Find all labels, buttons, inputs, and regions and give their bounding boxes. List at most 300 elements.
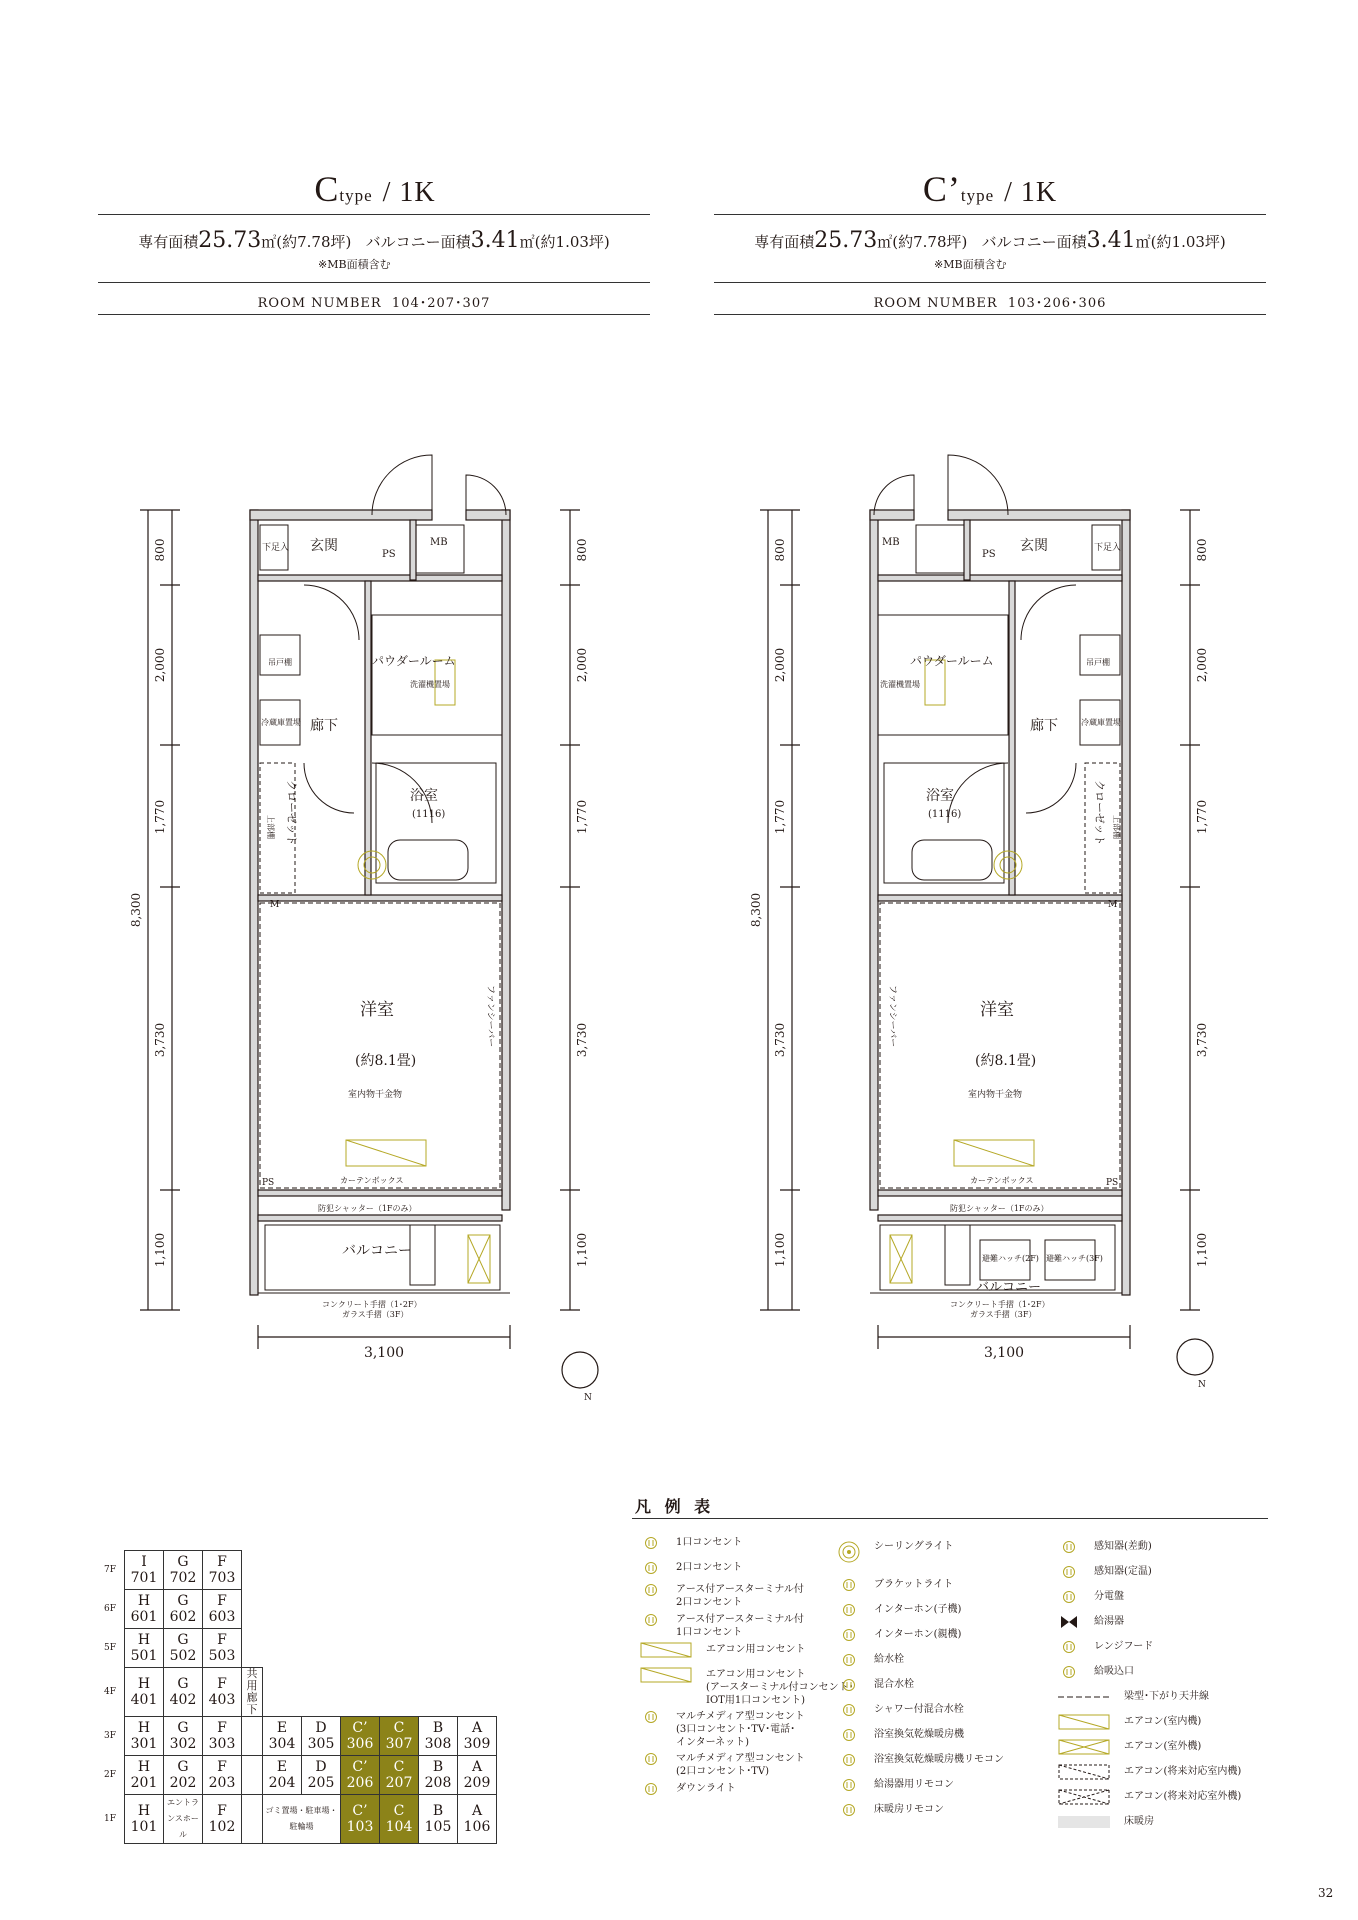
label-powder: パウダールーム	[372, 654, 456, 668]
legend-label: アース付アースターミナル付 1口コンセント	[676, 1614, 804, 1638]
unit-cell	[203, 1629, 242, 1668]
label-bath-size: (1116)	[928, 809, 962, 820]
label-m: M	[270, 900, 280, 910]
unit-type: F	[217, 1676, 227, 1692]
legend-label: 給吸込口	[1094, 1666, 1134, 1677]
earth-outlet-2-icon	[640, 1583, 662, 1597]
label-m: M	[1108, 900, 1118, 910]
unit-type: A	[471, 1720, 483, 1736]
dim-width: 3,100	[363, 1345, 405, 1361]
floor-label: 1F	[104, 1814, 116, 1824]
unit-type: F	[217, 1803, 227, 1819]
corridor-gap	[242, 1551, 263, 1590]
legend-item	[1058, 1565, 1152, 1579]
unit-cell	[125, 1668, 164, 1717]
dim-1770-r: 1,770	[1195, 799, 1209, 835]
unit-number: 306	[346, 1736, 374, 1752]
unit-number: 502	[169, 1648, 197, 1664]
unit-number: 202	[169, 1775, 197, 1791]
label-ps-bottom: PS	[1106, 1178, 1119, 1188]
legend-title: 凡 例 表	[635, 1497, 715, 1516]
multimedia-3-icon	[640, 1710, 662, 1724]
legend-item	[640, 1710, 805, 1749]
label-room: 洋室	[980, 1000, 1014, 1020]
label-upper-shelf: 上部棚	[266, 815, 275, 839]
label-genkan: 玄関	[1020, 538, 1048, 554]
unit-type: G	[177, 1632, 189, 1648]
label-north: N	[584, 1393, 592, 1403]
label-corridor: 廊下	[1030, 718, 1058, 734]
unit-number: 601	[130, 1609, 158, 1625]
legend-label: ブラケットライト	[874, 1579, 954, 1590]
legend-item	[838, 1778, 954, 1792]
plan-c-room-numbers: ROOM NUMBER 104･207･307	[257, 296, 491, 311]
legend-item	[1058, 1640, 1153, 1654]
floor-label: 3F	[104, 1731, 116, 1741]
unit-type: B	[432, 1803, 444, 1819]
floor-label: 4F	[104, 1687, 116, 1697]
unit-number: 309	[463, 1736, 491, 1752]
label-shoes: 下足入	[1094, 543, 1122, 553]
label-bath-size: (1116)	[412, 809, 446, 820]
label-hatch-3f: 避難ハッチ(3F)	[1046, 1254, 1103, 1263]
unit-type: C	[393, 1759, 405, 1775]
label-balcony: バルコニー	[342, 1243, 412, 1259]
dim-1770: 1,770	[153, 799, 167, 835]
legend-label: 床暖房リモコン	[874, 1804, 944, 1815]
label-rail2: ガラス手摺（3F）	[342, 1310, 409, 1319]
legend-label: 感知器(定温)	[1094, 1566, 1152, 1577]
floor-heating-icon	[1058, 1815, 1110, 1829]
plan-c-area-line: 専有面積25.73㎡(約7.78坪) バルコニー面積3.41㎡(約1.03坪)	[138, 228, 610, 253]
unit-number: 207	[385, 1775, 413, 1791]
label-room-size: (約8.1畳)	[355, 1053, 417, 1069]
unit-type: C’	[352, 1803, 368, 1819]
unit-cell	[125, 1795, 164, 1844]
label-shutter: 防犯シャッター（1Fのみ）	[318, 1204, 417, 1213]
label-fridge: 冷蔵庫置場	[1081, 718, 1121, 727]
label-ps: PS	[382, 549, 396, 560]
unit-type: G	[177, 1676, 189, 1692]
unit-cell	[263, 1756, 302, 1795]
beam-line-icon	[1058, 1690, 1110, 1704]
unit-type: G	[177, 1593, 189, 1609]
legend-label: エアコン用コンセント (アースターミナル付コンセント･ IOT用1口コンセント)	[706, 1669, 854, 1706]
distribution-board-icon	[1058, 1590, 1080, 1604]
dim-1770-r: 1,770	[575, 799, 589, 835]
unit-type: C	[393, 1720, 405, 1736]
aircon-indoor-icon	[1058, 1715, 1110, 1729]
label-rail1: コンクリート手摺（1･2F）	[322, 1300, 422, 1309]
ceiling-light-icon	[838, 1540, 860, 1564]
label-upper-shelf: 上部棚	[1112, 815, 1121, 839]
dim-1100: 1,100	[153, 1232, 167, 1268]
unit-cell	[125, 1590, 164, 1629]
unit-cell	[419, 1717, 458, 1756]
dim-3730-r: 3,730	[1195, 1022, 1209, 1058]
unit-type: H	[137, 1593, 151, 1609]
dim-1100-r: 1,100	[575, 1232, 589, 1268]
plan-cprime-area-line: 専有面積25.73㎡(約7.78坪) バルコニー面積3.41㎡(約1.03坪)	[754, 228, 1226, 253]
unit-cell	[458, 1717, 497, 1756]
unit-cell	[380, 1795, 419, 1844]
unit-cell	[203, 1668, 242, 1717]
label-washer: 洗濯機置場	[410, 680, 450, 689]
unit-cell	[203, 1795, 242, 1844]
shower-tap-icon	[838, 1703, 860, 1717]
water-heater-icon	[1058, 1615, 1080, 1629]
legend-item	[838, 1728, 964, 1742]
floor-label: 6F	[104, 1604, 116, 1614]
legend-label: 床暖房	[1124, 1816, 1154, 1827]
dim-1100-r: 1,100	[1195, 1232, 1209, 1268]
legend-label: シャワー付混合水栓	[874, 1704, 964, 1715]
legend-item	[1058, 1540, 1152, 1554]
aircon-outlet-icon	[640, 1643, 692, 1657]
unit-number: 402	[169, 1692, 197, 1708]
dim-1100: 1,100	[773, 1232, 787, 1268]
legend-label: シーリングライト	[874, 1541, 954, 1552]
legend-label: 浴室換気乾燥暖房機	[874, 1729, 964, 1740]
label-corridor: 廊下	[310, 718, 338, 734]
label-closet: クローゼット	[285, 780, 298, 846]
label-ps-bottom: PS	[262, 1178, 275, 1188]
label-curtain-box: カーテンボックス	[340, 1176, 404, 1185]
plan-cprime-mb-note: ※MB面積含む	[934, 258, 1007, 271]
plan-c-title: Ctype / 1K	[314, 169, 436, 209]
label-hatch-2f: 避難ハッチ(2F)	[982, 1254, 1039, 1263]
label-north: N	[1198, 1380, 1206, 1390]
label-mb: MB	[882, 537, 900, 548]
unit-cell	[302, 1756, 341, 1795]
unit-type: C’	[352, 1759, 368, 1775]
unit-number: 401	[130, 1692, 158, 1708]
unit-cell	[125, 1551, 164, 1590]
label-closet: クローゼット	[1093, 780, 1106, 846]
unit-cell	[458, 1756, 497, 1795]
unit-number: 305	[307, 1736, 335, 1752]
unit-type: D	[315, 1720, 327, 1736]
unit-cell	[380, 1717, 419, 1756]
legend-item	[640, 1643, 806, 1657]
label-mb: MB	[430, 537, 448, 548]
legend-label: マルチメディア型コンセント (3口コンセント･TV･電話･ インターネット)	[676, 1711, 805, 1748]
legend-item	[1058, 1790, 1241, 1804]
unit-cell	[203, 1590, 242, 1629]
label-drying: 室内物干金物	[968, 1090, 1023, 1100]
unit-cell	[302, 1717, 341, 1756]
legend-item	[838, 1753, 1004, 1767]
legend-label: 混合水栓	[874, 1679, 914, 1690]
legend-item	[1058, 1715, 1201, 1729]
unit-type: B	[432, 1720, 444, 1736]
legend-label: アース付アースターミナル付 2口コンセント	[676, 1584, 804, 1608]
dim-800-r: 800	[575, 538, 589, 562]
label-rail1: コンクリート手摺（1･2F）	[950, 1300, 1050, 1309]
unit-number: 303	[208, 1736, 236, 1752]
unit-cell	[341, 1717, 380, 1756]
unit-note: エントランスホール	[167, 1798, 199, 1839]
label-room: 洋室	[360, 1000, 394, 1020]
unit-cell	[203, 1717, 242, 1756]
plan-cprime-type-letter: C’	[922, 169, 961, 209]
dim-2000-r: 2,000	[1195, 647, 1209, 683]
unit-cell	[164, 1668, 203, 1717]
dim-800-r: 800	[1195, 538, 1209, 562]
legend-item	[1058, 1740, 1201, 1754]
legend-item	[838, 1678, 914, 1692]
unit-type: C’	[352, 1720, 368, 1736]
unit-number: 702	[169, 1570, 197, 1586]
legend-label: 分電盤	[1094, 1591, 1124, 1602]
unit-cell	[164, 1629, 203, 1668]
unit-type: H	[137, 1676, 151, 1692]
plan-cprime-type-sub: type	[960, 186, 995, 205]
unit-cell	[419, 1795, 458, 1844]
unit-cell	[164, 1551, 203, 1590]
unit-type: G	[177, 1759, 189, 1775]
floor-label: 5F	[104, 1643, 116, 1653]
legend-label: 1口コンセント	[676, 1537, 743, 1548]
floor-plan-cprime	[730, 425, 1230, 1390]
legend-item	[640, 1613, 804, 1639]
label-balcony: バルコニー	[976, 1280, 1042, 1295]
sensor-diff-icon	[1058, 1540, 1080, 1554]
bath-dryer-icon	[838, 1728, 860, 1742]
aircon-iot-outlet-icon	[640, 1668, 692, 1682]
dim-2000: 2,000	[773, 647, 787, 683]
legend-label: エアコン(将来対応室外機)	[1124, 1791, 1242, 1802]
dim-3730: 3,730	[153, 1022, 167, 1058]
bracket-light-icon	[838, 1578, 860, 1592]
aircon-future-indoor-icon	[1058, 1765, 1110, 1779]
dim-3730: 3,730	[773, 1022, 787, 1058]
plan-cprime-room-numbers: ROOM NUMBER 103･206･306	[873, 296, 1107, 311]
legend-label: 感知器(差動)	[1094, 1541, 1152, 1552]
label-genkan: 玄関	[310, 538, 338, 554]
corridor-gap	[242, 1756, 263, 1795]
compass-icon	[1177, 1339, 1213, 1390]
unit-number: 208	[424, 1775, 452, 1791]
legend-item	[1058, 1690, 1209, 1704]
unit-cell	[458, 1795, 497, 1844]
unit-cell	[125, 1756, 164, 1795]
unit-type: H	[137, 1632, 151, 1648]
legend-label: 梁型･下がり天井線	[1124, 1691, 1209, 1702]
unit-number: 205	[307, 1775, 335, 1791]
label-bath: 浴室	[410, 788, 438, 804]
unit-type: F	[217, 1593, 227, 1609]
legend-item	[640, 1668, 854, 1707]
aircon-future-outdoor-icon	[1058, 1790, 1110, 1804]
unit-number: 101	[130, 1819, 158, 1835]
unit-type: F	[217, 1554, 227, 1570]
unit-number: 307	[385, 1736, 413, 1752]
label-powder: パウダールーム	[910, 654, 994, 668]
unit-cell	[164, 1795, 203, 1844]
plan-c-layout: 1K	[399, 177, 436, 208]
label-curtain-box: カーテンボックス	[970, 1176, 1034, 1185]
downlight-icon	[640, 1782, 662, 1796]
unit-number: 102	[208, 1819, 236, 1835]
compass-icon	[562, 1352, 598, 1403]
unit-number: 104	[385, 1819, 413, 1835]
corridor-gap	[242, 1629, 263, 1668]
unit-number: 308	[424, 1736, 452, 1752]
floor-heating-remote-icon	[838, 1803, 860, 1817]
legend-item	[640, 1561, 742, 1575]
label-room-size: (約8.1畳)	[975, 1053, 1037, 1069]
label-shoes: 下足入	[262, 543, 290, 553]
unit-cell	[125, 1629, 164, 1668]
unit-number: 602	[169, 1609, 197, 1625]
dim-1770: 1,770	[773, 799, 787, 835]
unit-cell	[341, 1756, 380, 1795]
unit-type: A	[471, 1759, 483, 1775]
unit-number: 209	[463, 1775, 491, 1791]
unit-type: D	[315, 1759, 327, 1775]
legend-label: ダウンライト	[676, 1783, 736, 1794]
outlet-2-icon	[640, 1561, 662, 1575]
unit-number: 503	[208, 1648, 236, 1664]
legend-item	[838, 1653, 904, 1667]
legend-item	[838, 1540, 954, 1564]
unit-type: H	[137, 1720, 151, 1736]
intercom-parent-icon	[838, 1628, 860, 1642]
page-number: 32	[1318, 1886, 1334, 1900]
dim-800: 800	[153, 538, 167, 562]
legend-item	[1058, 1815, 1154, 1829]
unit-cell	[203, 1551, 242, 1590]
mixing-tap-icon	[838, 1678, 860, 1692]
legend-label: エアコン(将来対応室内機)	[1124, 1766, 1242, 1777]
corridor-gap	[242, 1717, 263, 1756]
corridor-gap	[242, 1590, 263, 1629]
unit-cell	[341, 1795, 380, 1844]
unit-note: ゴミ置場・駐車場・駐輪場	[265, 1806, 338, 1831]
dim-width: 3,100	[983, 1345, 1025, 1361]
legend-item	[838, 1628, 961, 1642]
label-bath: 浴室	[926, 788, 954, 804]
dim-2000: 2,000	[153, 647, 167, 683]
legend-item	[640, 1782, 736, 1796]
floor-label: 7F	[104, 1565, 116, 1575]
label-drying: 室内物干金物	[348, 1090, 403, 1100]
multimedia-2-icon	[640, 1752, 662, 1766]
unit-type: E	[276, 1720, 288, 1736]
water-tap-icon	[838, 1653, 860, 1667]
unit-cell	[164, 1717, 203, 1756]
legend-item	[640, 1752, 805, 1778]
floor-label: 2F	[104, 1770, 116, 1780]
unit-number: 603	[208, 1609, 236, 1625]
unit-type: F	[217, 1632, 227, 1648]
unit-type: F	[217, 1720, 227, 1736]
legend-item	[838, 1803, 944, 1817]
label-rail2: ガラス手摺（3F）	[970, 1310, 1037, 1319]
unit-type: A	[471, 1803, 483, 1819]
legend-item	[838, 1703, 964, 1717]
unit-cell	[164, 1590, 203, 1629]
dim-total: 8,300	[129, 892, 143, 928]
floor-plan-c	[110, 425, 610, 1403]
unit-cell	[125, 1717, 164, 1756]
unit-cell	[164, 1756, 203, 1795]
legend-label: 浴室換気乾燥暖房機リモコン	[874, 1754, 1004, 1765]
dim-800: 800	[773, 538, 787, 562]
label-ps: PS	[982, 549, 996, 560]
unit-number: 106	[463, 1819, 491, 1835]
intercom-child-icon	[838, 1603, 860, 1617]
unit-number: 105	[424, 1819, 452, 1835]
label-curtain-shelf: 吊戸棚	[268, 658, 292, 667]
legend-item	[1058, 1665, 1134, 1679]
dim-3730-r: 3,730	[575, 1022, 589, 1058]
legend-item	[1058, 1590, 1124, 1604]
legend-label: インターホン(親機)	[874, 1629, 962, 1640]
legend-label: インターホン(子機)	[874, 1604, 962, 1615]
earth-outlet-1-icon	[640, 1613, 662, 1627]
legend-item	[1058, 1765, 1241, 1779]
legend-label: エアコン(室外機)	[1124, 1741, 1202, 1752]
label-shutter: 防犯シャッター（1Fのみ）	[950, 1204, 1049, 1213]
plan-c-type-letter: C	[314, 169, 340, 209]
unit-type: H	[137, 1759, 151, 1775]
unit-cell	[263, 1717, 302, 1756]
water-heater-remote-icon	[838, 1778, 860, 1792]
unit-cell	[203, 1756, 242, 1795]
unit-type: G	[177, 1720, 189, 1736]
unit-cell	[419, 1756, 458, 1795]
unit-number: 203	[208, 1775, 236, 1791]
unit-number: 304	[268, 1736, 296, 1752]
corridor-gap	[242, 1795, 263, 1844]
legend-label: 給水栓	[874, 1654, 904, 1665]
unit-number: 501	[130, 1648, 158, 1664]
unit-number: 301	[130, 1736, 158, 1752]
unit-type: B	[432, 1759, 444, 1775]
legend-label: マルチメディア型コンセント (2口コンセント･TV)	[676, 1753, 805, 1777]
aircon-outdoor-icon	[1058, 1740, 1110, 1754]
unit-number: 403	[208, 1692, 236, 1708]
shared-corridor: 共用廊下	[242, 1668, 263, 1717]
key-plan-table	[96, 1550, 497, 1844]
dim-total: 8,300	[749, 892, 763, 928]
unit-type: C	[393, 1803, 405, 1819]
legend-label: レンジフード	[1094, 1641, 1154, 1652]
legend-item	[838, 1578, 953, 1592]
outlet-1-icon	[640, 1536, 662, 1550]
plan-cprime-title: C’type / 1K	[922, 169, 1058, 209]
label-curtain-shelf: 吊戸棚	[1086, 658, 1110, 667]
label-fan: ファンシーバー	[485, 985, 495, 1048]
label-fridge: 冷蔵庫置場	[261, 718, 301, 727]
legend-label: エアコン(室内機)	[1124, 1716, 1202, 1727]
unit-type: I	[141, 1554, 147, 1570]
legend-label: 給湯器用リモコン	[874, 1779, 954, 1790]
unit-number: 206	[346, 1775, 374, 1791]
unit-number: 703	[208, 1570, 236, 1586]
unit-cell	[263, 1795, 341, 1844]
dim-2000-r: 2,000	[575, 647, 589, 683]
legend-item	[838, 1603, 961, 1617]
label-washer: 洗濯機置場	[880, 680, 920, 689]
range-hood-icon	[1058, 1640, 1080, 1654]
unit-number: 302	[169, 1736, 197, 1752]
unit-number: 103	[346, 1819, 374, 1835]
legend-item	[640, 1583, 804, 1609]
unit-number: 701	[130, 1570, 158, 1586]
